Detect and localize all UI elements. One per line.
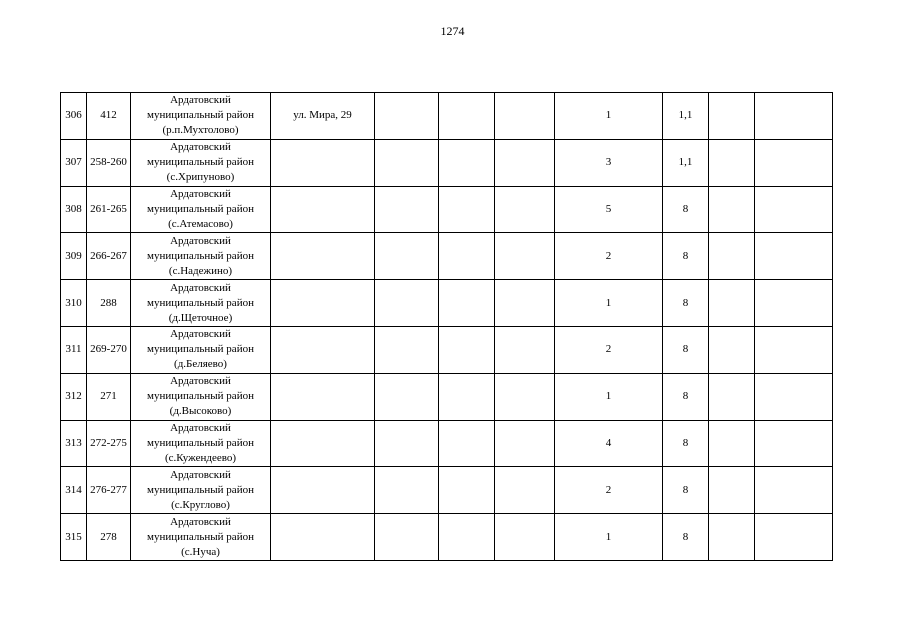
district-type: муниципальный район xyxy=(147,109,254,122)
table-body xyxy=(61,93,833,561)
location-cell xyxy=(131,93,271,140)
district-name: Ардатовский xyxy=(170,375,231,388)
count-value: 2 xyxy=(605,343,612,356)
district-type: муниципальный район xyxy=(147,436,254,449)
table-row xyxy=(61,93,833,140)
row-number: 312 xyxy=(65,390,82,403)
reference-number: 266-267 xyxy=(90,249,127,262)
settlement-name: (с.Кужендеево) xyxy=(164,451,237,464)
empty-cell xyxy=(755,233,833,280)
empty-cell xyxy=(495,420,555,467)
address-cell xyxy=(271,326,375,373)
reference-cell xyxy=(87,233,131,280)
district-type: муниципальный район xyxy=(147,296,254,309)
empty-cell xyxy=(495,139,555,186)
table-row xyxy=(61,280,833,327)
value-cell xyxy=(663,467,709,514)
empty-cell xyxy=(755,467,833,514)
count-cell xyxy=(555,467,663,514)
address-text: ул. Мира, 29 xyxy=(293,109,352,122)
district-name: Ардатовский xyxy=(170,187,231,200)
settlement-name: (с.Атемасово) xyxy=(168,217,233,230)
empty-cell xyxy=(439,467,495,514)
value-text: 8 xyxy=(682,296,689,309)
empty-cell xyxy=(755,280,833,327)
location-cell xyxy=(131,373,271,420)
empty-cell xyxy=(709,139,755,186)
address-cell xyxy=(271,186,375,233)
address-cell xyxy=(271,420,375,467)
row-number: 308 xyxy=(65,202,82,215)
empty-cell xyxy=(495,280,555,327)
table-row xyxy=(61,514,833,561)
empty-cell xyxy=(709,420,755,467)
settlement-name: (д.Беляево) xyxy=(174,358,227,371)
row-number-cell xyxy=(61,93,87,140)
empty-cell xyxy=(439,326,495,373)
location-cell xyxy=(131,139,271,186)
empty-cell xyxy=(755,514,833,561)
count-value: 1 xyxy=(605,390,612,403)
empty-cell xyxy=(709,326,755,373)
count-value: 1 xyxy=(605,296,612,309)
district-name: Ардатовский xyxy=(170,515,231,528)
count-cell xyxy=(555,233,663,280)
district-type: муниципальный район xyxy=(147,530,254,543)
district-type: муниципальный район xyxy=(147,390,254,403)
reference-cell xyxy=(87,93,131,140)
value-cell xyxy=(663,420,709,467)
count-cell xyxy=(555,93,663,140)
settlement-name: (с.Нуча) xyxy=(181,545,220,558)
value-text: 8 xyxy=(682,390,689,403)
row-number-cell xyxy=(61,186,87,233)
reference-number: 272-275 xyxy=(90,436,127,449)
count-value: 2 xyxy=(605,249,612,262)
row-number: 306 xyxy=(65,109,82,122)
reference-number: 276-277 xyxy=(90,483,127,496)
value-cell xyxy=(663,280,709,327)
value-cell xyxy=(663,186,709,233)
value-text: 8 xyxy=(682,483,689,496)
empty-cell xyxy=(439,280,495,327)
settlement-name: (д.Высоково) xyxy=(169,405,232,418)
district-type: муниципальный район xyxy=(147,156,254,169)
settlement-name: (с.Надежино) xyxy=(168,264,233,277)
row-number: 314 xyxy=(65,483,82,496)
empty-cell xyxy=(755,139,833,186)
empty-cell xyxy=(375,186,439,233)
empty-cell xyxy=(709,514,755,561)
address-cell xyxy=(271,514,375,561)
table-row xyxy=(61,373,833,420)
empty-cell xyxy=(375,139,439,186)
address-cell xyxy=(271,139,375,186)
value-text: 1,1 xyxy=(678,109,693,122)
empty-cell xyxy=(375,280,439,327)
value-cell xyxy=(663,326,709,373)
empty-cell xyxy=(495,93,555,140)
row-number-cell xyxy=(61,233,87,280)
reference-cell xyxy=(87,373,131,420)
district-name: Ардатовский xyxy=(170,234,231,247)
empty-cell xyxy=(375,373,439,420)
empty-cell xyxy=(709,467,755,514)
empty-cell xyxy=(375,326,439,373)
empty-cell xyxy=(375,233,439,280)
row-number: 313 xyxy=(65,436,82,449)
reference-number: 269-270 xyxy=(90,343,127,356)
table-row xyxy=(61,139,833,186)
value-cell xyxy=(663,93,709,140)
count-value: 1 xyxy=(605,530,612,543)
address-cell xyxy=(271,233,375,280)
empty-cell xyxy=(755,326,833,373)
location-cell xyxy=(131,280,271,327)
district-name: Ардатовский xyxy=(170,141,231,154)
district-name: Ардатовский xyxy=(170,328,231,341)
empty-cell xyxy=(709,93,755,140)
value-text: 8 xyxy=(682,436,689,449)
empty-cell xyxy=(439,514,495,561)
district-name: Ардатовский xyxy=(170,281,231,294)
reference-number: 271 xyxy=(100,390,117,403)
row-number-cell xyxy=(61,326,87,373)
count-cell xyxy=(555,514,663,561)
empty-cell xyxy=(495,467,555,514)
count-cell xyxy=(555,326,663,373)
reference-number: 288 xyxy=(100,296,117,309)
address-cell xyxy=(271,373,375,420)
row-number-cell xyxy=(61,514,87,561)
district-name: Ардатовский xyxy=(170,421,231,434)
reference-number: 258-260 xyxy=(90,156,127,169)
empty-cell xyxy=(375,514,439,561)
location-cell xyxy=(131,186,271,233)
reference-number: 261-265 xyxy=(90,202,127,215)
reference-cell xyxy=(87,326,131,373)
empty-cell xyxy=(495,233,555,280)
empty-cell xyxy=(439,93,495,140)
empty-cell xyxy=(495,326,555,373)
table-row xyxy=(61,233,833,280)
value-text: 8 xyxy=(682,530,689,543)
count-value: 5 xyxy=(605,202,612,215)
count-cell xyxy=(555,420,663,467)
value-text: 8 xyxy=(682,202,689,215)
district-type: муниципальный район xyxy=(147,483,254,496)
table-row xyxy=(61,326,833,373)
district-name: Ардатовский xyxy=(170,468,231,481)
district-name: Ардатовский xyxy=(170,94,231,107)
address-cell xyxy=(271,93,375,140)
row-number-cell xyxy=(61,467,87,514)
empty-cell xyxy=(709,280,755,327)
page-number: 1274 xyxy=(440,24,465,38)
count-cell xyxy=(555,373,663,420)
value-cell xyxy=(663,373,709,420)
empty-cell xyxy=(495,186,555,233)
empty-cell xyxy=(375,93,439,140)
count-cell xyxy=(555,280,663,327)
value-cell xyxy=(663,233,709,280)
location-cell xyxy=(131,467,271,514)
reference-cell xyxy=(87,280,131,327)
value-cell xyxy=(663,514,709,561)
district-type: муниципальный район xyxy=(147,249,254,262)
address-cell xyxy=(271,280,375,327)
settlement-name: (д.Щеточное) xyxy=(168,311,233,324)
district-type: муниципальный район xyxy=(147,202,254,215)
reference-number: 278 xyxy=(100,530,117,543)
location-cell xyxy=(131,514,271,561)
row-number: 310 xyxy=(65,296,82,309)
count-cell xyxy=(555,186,663,233)
empty-cell xyxy=(755,420,833,467)
reference-number: 412 xyxy=(100,109,117,122)
reference-cell xyxy=(87,514,131,561)
table-row xyxy=(61,467,833,514)
row-number-cell xyxy=(61,280,87,327)
value-cell xyxy=(663,139,709,186)
settlement-name: (с.Круглово) xyxy=(171,498,230,511)
row-number: 311 xyxy=(65,343,82,356)
table-row xyxy=(61,186,833,233)
location-cell xyxy=(131,233,271,280)
empty-cell xyxy=(495,373,555,420)
reference-cell xyxy=(87,467,131,514)
value-text: 1,1 xyxy=(678,156,693,169)
reference-cell xyxy=(87,420,131,467)
row-number-cell xyxy=(61,373,87,420)
table-row xyxy=(61,420,833,467)
district-type: муниципальный район xyxy=(147,343,254,356)
count-value: 4 xyxy=(605,436,612,449)
settlement-name: (с.Хрипуново) xyxy=(166,171,235,184)
empty-cell xyxy=(709,373,755,420)
count-value: 1 xyxy=(605,109,612,122)
row-number: 315 xyxy=(65,530,82,543)
reference-cell xyxy=(87,186,131,233)
location-cell xyxy=(131,420,271,467)
empty-cell xyxy=(439,233,495,280)
count-value: 2 xyxy=(605,483,612,496)
empty-cell xyxy=(439,373,495,420)
count-value: 3 xyxy=(605,156,612,169)
value-text: 8 xyxy=(682,343,689,356)
empty-cell xyxy=(439,139,495,186)
empty-cell xyxy=(755,186,833,233)
row-number: 309 xyxy=(65,249,82,262)
register-table xyxy=(60,92,833,561)
empty-cell xyxy=(375,420,439,467)
location-cell xyxy=(131,326,271,373)
value-text: 8 xyxy=(682,249,689,262)
empty-cell xyxy=(439,186,495,233)
count-cell xyxy=(555,139,663,186)
empty-cell xyxy=(709,186,755,233)
empty-cell xyxy=(755,93,833,140)
row-number-cell xyxy=(61,420,87,467)
empty-cell xyxy=(755,373,833,420)
empty-cell xyxy=(495,514,555,561)
row-number: 307 xyxy=(65,156,82,169)
empty-cell xyxy=(709,233,755,280)
row-number-cell xyxy=(61,139,87,186)
reference-cell xyxy=(87,139,131,186)
empty-cell xyxy=(439,420,495,467)
empty-cell xyxy=(375,467,439,514)
address-cell xyxy=(271,467,375,514)
settlement-name: (р.п.Мухтолово) xyxy=(162,124,239,137)
